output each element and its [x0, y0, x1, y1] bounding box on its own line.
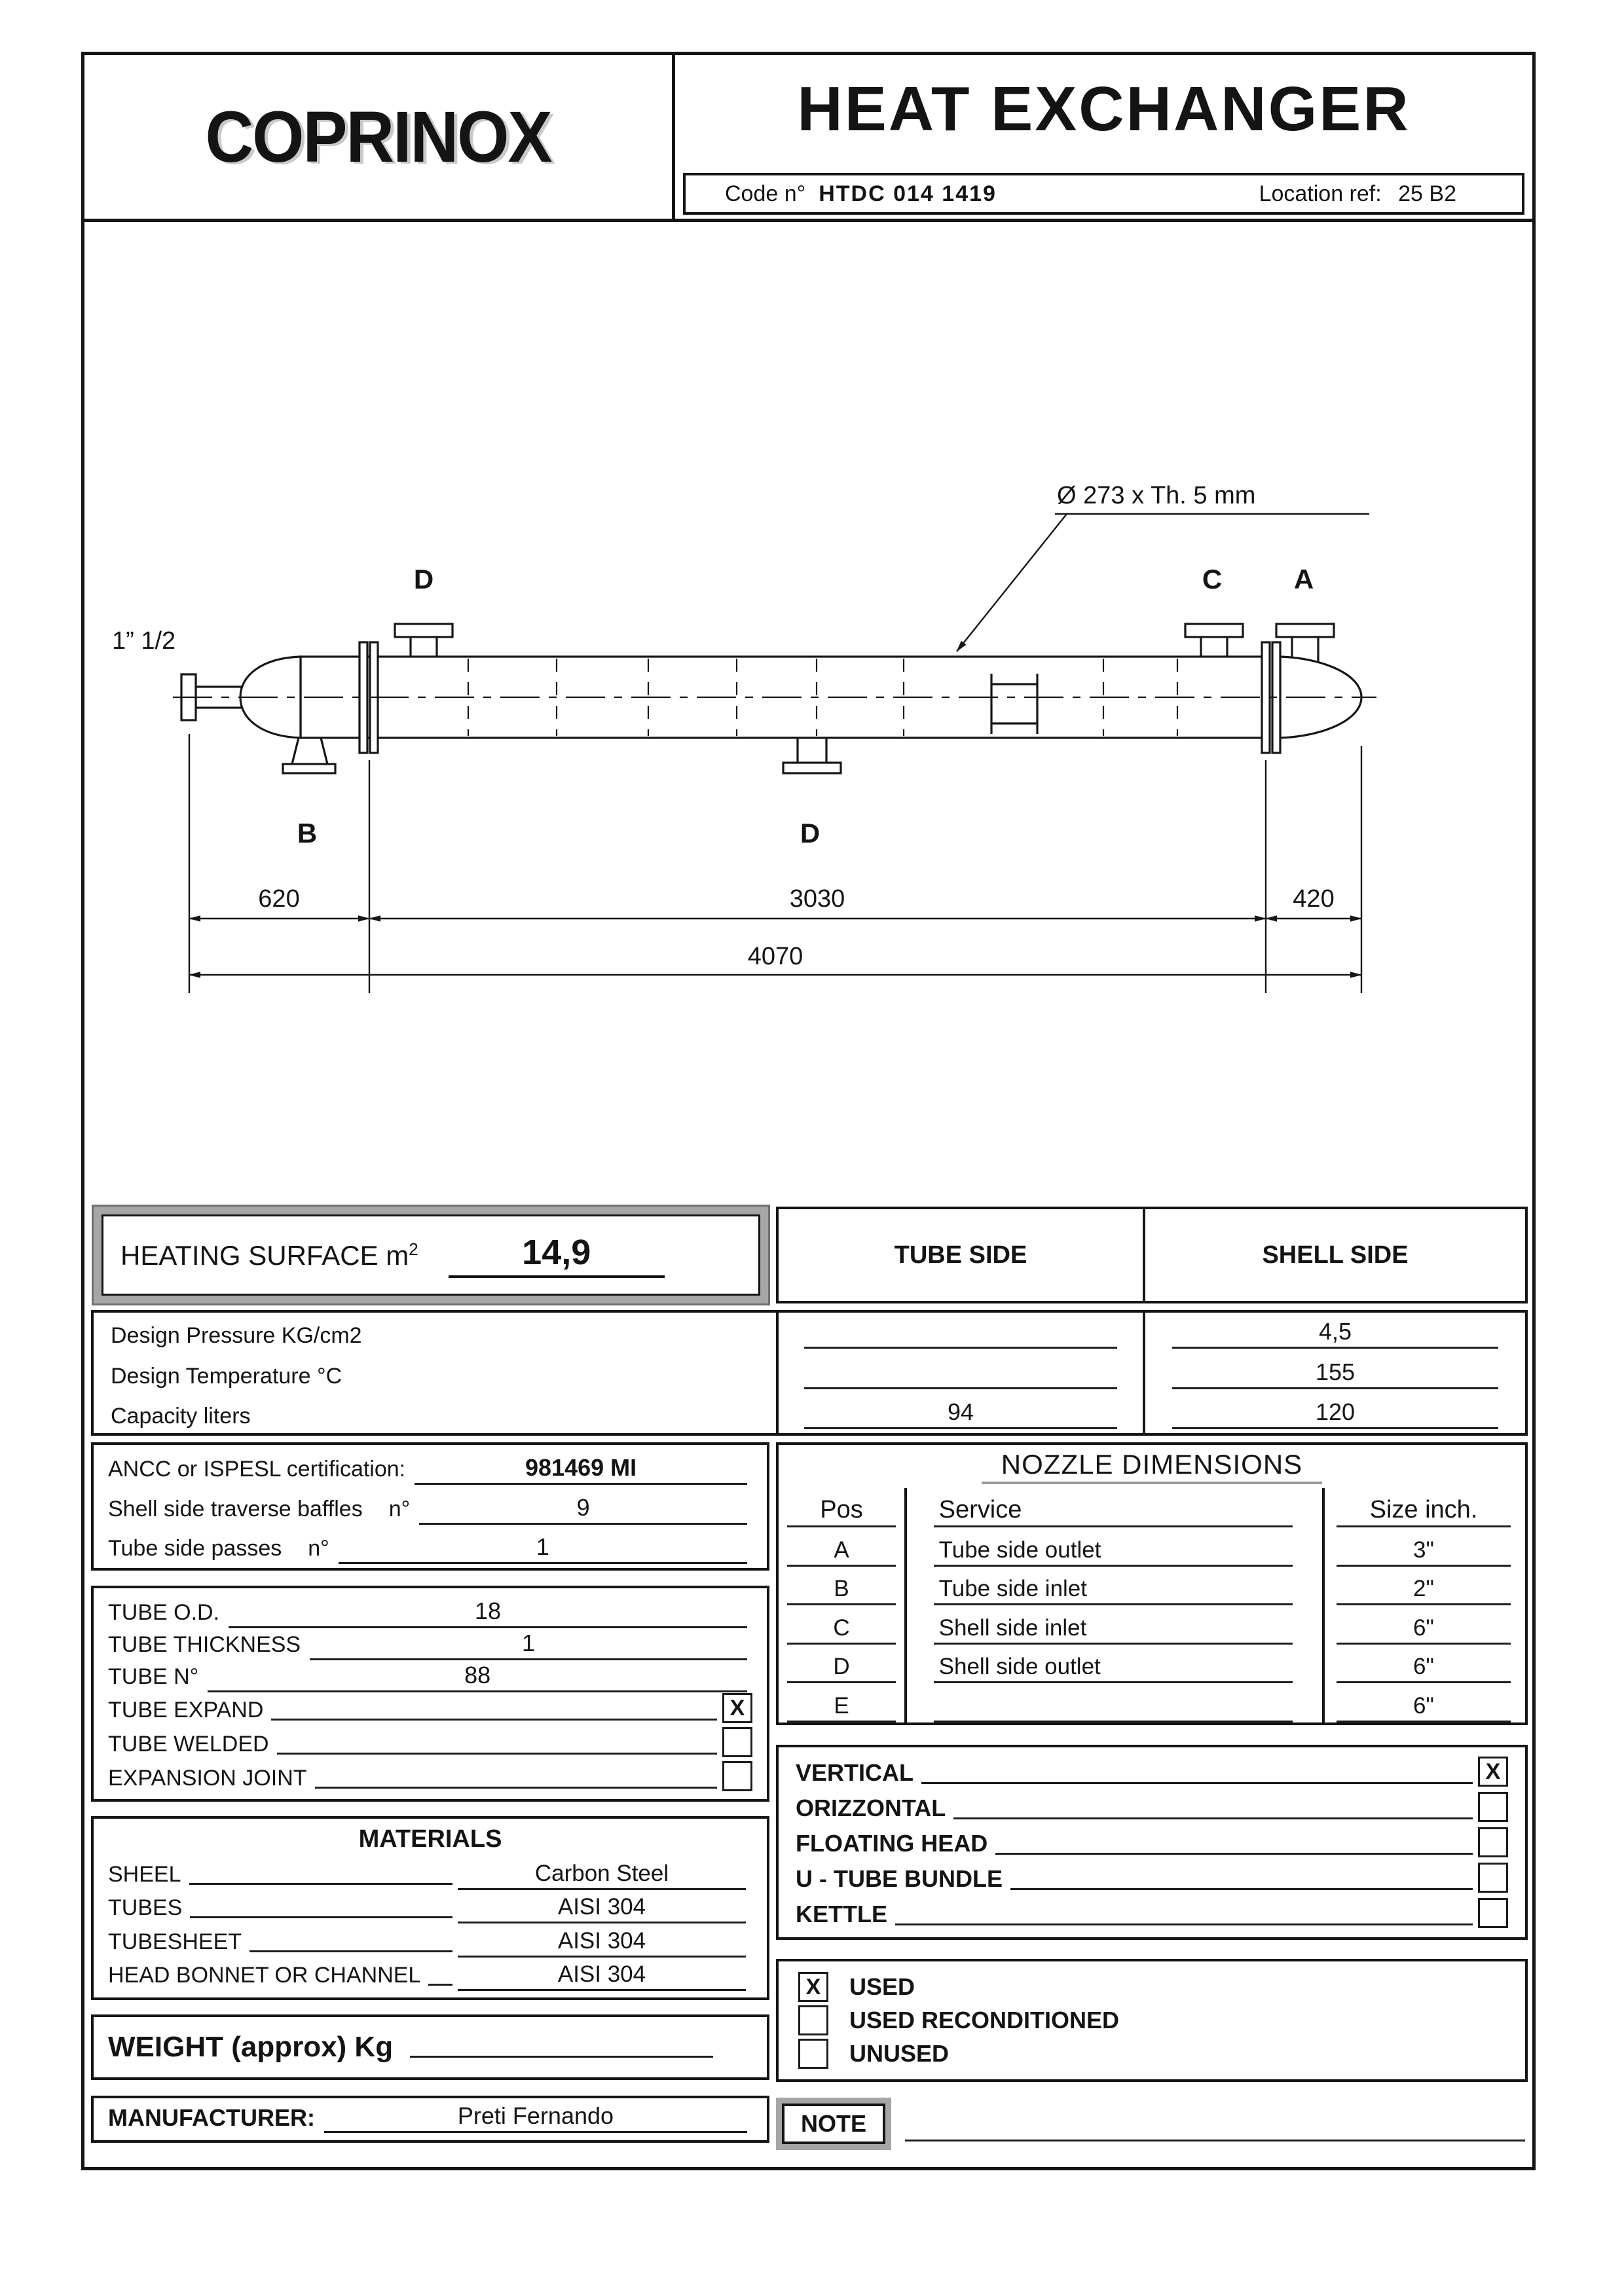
tube-od-row	[108, 1597, 752, 1628]
location-ref	[1259, 181, 1456, 207]
label-nozzle-c: C	[1202, 564, 1223, 594]
label-nozzle-d-bottom: D	[800, 818, 821, 848]
floating-head-label: FLOATING HEAD	[796, 1830, 988, 1857]
nozzle-row-service: Tube side outlet	[904, 1527, 1322, 1567]
tubesheet-material-row	[108, 1928, 752, 1958]
nozzle-top-d-flange	[395, 624, 452, 637]
passes-row	[108, 1533, 752, 1564]
nozzle-header-pos: Pos	[779, 1488, 904, 1527]
design-temperature-label: Design Temperature °C	[111, 1363, 342, 1389]
materials-box	[91, 1816, 769, 2000]
tube-thickness-value: 1	[310, 1630, 747, 1660]
tube-welded-row	[108, 1727, 752, 1760]
condition-box	[776, 1959, 1528, 2082]
tubesheet-material-label: TUBESHEET	[108, 1929, 242, 1954]
used-label: USED	[849, 1973, 915, 2000]
design-conditions	[91, 1310, 1528, 1436]
certification-value: 981469 MI	[415, 1454, 747, 1485]
nozzle-row-service: Shell side outlet	[904, 1645, 1322, 1684]
tubes-material-row	[108, 1894, 752, 1923]
nozzle-row-pos: C	[779, 1605, 904, 1645]
heating-surface-label: HEATING SURFACE $m^2$	[120, 1239, 418, 1271]
u-tube-bundle-label: U - TUBE BUNDLE	[796, 1865, 1003, 1892]
baffles-row	[108, 1494, 752, 1525]
tubes-material-value: AISI 304	[458, 1894, 746, 1923]
horizontal-checkbox	[1478, 1792, 1508, 1822]
tube-od-value: 18	[229, 1597, 747, 1628]
manufacturer-value: Preti Fernando	[324, 2102, 747, 2133]
note-row	[776, 2097, 1528, 2144]
heating-surface-value: 14,9	[449, 1232, 665, 1278]
nozzle-header-service: Service	[904, 1488, 1322, 1527]
note-line	[905, 2140, 1525, 2141]
dim-3030: 3030	[789, 885, 845, 913]
weight-value-line	[410, 2056, 713, 2058]
expansion-joint-checkbox	[722, 1761, 752, 1791]
baffles-n-label: n°	[388, 1496, 411, 1522]
column-divider	[904, 1488, 907, 1722]
nozzle-header-size: Size inch.	[1322, 1488, 1525, 1527]
tubesheet-material-value: AISI 304	[458, 1928, 746, 1958]
vertical-label: VERTICAL	[796, 1759, 913, 1786]
heat-exchanger-drawing	[84, 222, 1539, 1199]
passes-value: 1	[339, 1533, 747, 1564]
design-pressure-tube	[776, 1313, 1143, 1353]
unused-label: UNUSED	[849, 2040, 950, 2067]
design-pressure-shell: 4,5	[1143, 1313, 1525, 1353]
tube-side-header: TUBE SIDE	[894, 1241, 1027, 1269]
nozzle-b-flange	[283, 764, 335, 773]
location-label: Location ref:	[1259, 181, 1382, 206]
label-nozzle-a: A	[1293, 564, 1314, 594]
tube-thickness-label: TUBE THICKNESS	[108, 1631, 301, 1657]
baffles-value: 9	[419, 1494, 747, 1525]
tube-welded-checkbox	[722, 1727, 752, 1757]
tube-expand-label: TUBE EXPAND	[108, 1698, 264, 1723]
design-temperature-tube	[776, 1353, 1143, 1393]
title-cell	[675, 55, 1532, 219]
location-value: 25 B2	[1398, 181, 1456, 206]
nozzle-row-size: 6"	[1322, 1645, 1525, 1684]
nozzle-row-size: 3"	[1322, 1527, 1525, 1567]
used-row	[798, 1972, 1505, 2002]
baffles-label: Shell side traverse baffles	[108, 1496, 363, 1522]
certification-box	[91, 1442, 769, 1571]
nozzle-row-size: 6"	[1322, 1605, 1525, 1645]
nozzle-row-pos: A	[779, 1527, 904, 1567]
materials-title: MATERIALS	[358, 1825, 502, 1853]
nozzle-c-flange	[1185, 624, 1243, 637]
tube-expand-row	[108, 1693, 752, 1726]
nozzle-row-service: Shell side inlet	[904, 1605, 1322, 1645]
nozzle-row-pos: D	[779, 1645, 904, 1684]
shell-material-value: Carbon Steel	[458, 1861, 746, 1890]
orientation-box	[776, 1745, 1528, 1940]
kettle-row	[796, 1898, 1508, 1931]
right-tubesheet-flange	[1262, 642, 1270, 753]
vertical-row	[796, 1757, 1508, 1789]
diameter-note: Ø 273 x Th. 5 mm	[1057, 482, 1256, 509]
tube-count-label: TUBE N°	[108, 1664, 199, 1689]
nozzle-b-stub	[292, 738, 299, 764]
design-pressure-label: Design Pressure KG/cm2	[111, 1323, 362, 1349]
unused-row	[798, 2039, 1505, 2069]
capacity-shell: 120	[1143, 1393, 1525, 1433]
shell-side-header: SHELL SIDE	[1143, 1209, 1525, 1301]
side-headers	[776, 1207, 1528, 1303]
certification-label: ANCC or ISPESL certification:	[108, 1457, 406, 1482]
tube-count-row	[108, 1662, 752, 1692]
vertical-checkbox: X	[1478, 1757, 1508, 1787]
label-nozzle-d-top: D	[413, 564, 434, 594]
tube-thickness-row	[108, 1630, 752, 1660]
nozzle-row-pos: B	[779, 1567, 904, 1606]
nozzle-bottom-d-flange	[783, 763, 841, 773]
code-label: Code n°	[725, 181, 806, 206]
expansion-joint-label: EXPANSION JOINT	[108, 1765, 307, 1791]
u-tube-bundle-checkbox	[1478, 1863, 1508, 1893]
nozzle-dimensions-title: NOZZLE DIMENSIONS	[779, 1445, 1525, 1488]
coprinox-logo: COPRINOX	[205, 96, 551, 177]
used-reconditioned-label: USED RECONDITIONED	[849, 2007, 1120, 2033]
kettle-checkbox	[1478, 1898, 1508, 1928]
capacity-tube: 94	[776, 1393, 1143, 1433]
note-label: NOTE	[782, 2104, 885, 2144]
floating-head-checkbox	[1478, 1827, 1508, 1857]
code-value: HTDC 014 1419	[819, 181, 997, 206]
expansion-joint-row	[108, 1761, 752, 1794]
manufacturer-label: MANUFACTURER:	[108, 2104, 315, 2131]
head-bonnet-material-label: HEAD BONNET OR CHANNEL	[108, 1963, 421, 1988]
tube-specs-box	[91, 1586, 769, 1802]
tube-welded-label: TUBE WELDED	[108, 1732, 269, 1757]
passes-label: Tube side passes	[108, 1536, 282, 1561]
tube-expand-checkbox: X	[722, 1693, 752, 1723]
unused-checkbox	[798, 2039, 828, 2069]
nozzle-row-size: 6"	[1322, 1683, 1525, 1722]
nozzle-row-service	[904, 1683, 1322, 1722]
nozzle-a-flange	[1276, 624, 1334, 637]
weight-label: WEIGHT (approx) Kg	[108, 2031, 394, 2063]
kettle-label: KETTLE	[796, 1901, 887, 1927]
tube-od-label: TUBE O.D.	[108, 1600, 220, 1625]
heating-surface-box	[94, 1207, 768, 1303]
head-bonnet-material-row	[108, 1961, 752, 1991]
dim-4070: 4070	[747, 943, 803, 970]
left-nozzle-size-label: 1” 1/2	[112, 627, 176, 655]
left-tubesheet-flange	[360, 642, 367, 753]
tubes-material-label: TUBES	[108, 1895, 183, 1920]
floating-head-row	[796, 1827, 1508, 1860]
nozzle-row-size: 2"	[1322, 1567, 1525, 1606]
u-tube-bundle-row	[796, 1863, 1508, 1895]
used-reconditioned-checkbox	[798, 2005, 828, 2035]
head-bonnet-material-value: AISI 304	[458, 1961, 746, 1991]
form-section	[84, 1199, 1539, 2174]
weight-box	[91, 2014, 769, 2080]
design-temperature-shell: 155	[1143, 1353, 1525, 1393]
header	[84, 55, 1532, 222]
used-reconditioned-row	[798, 2005, 1505, 2035]
nozzle-row-service: Tube side inlet	[904, 1567, 1322, 1606]
logo-cell	[84, 55, 675, 219]
certification-row	[108, 1454, 752, 1485]
column-divider	[1322, 1488, 1325, 1722]
diameter-leader	[957, 514, 1067, 651]
passes-n-label: n°	[308, 1536, 329, 1561]
shell-material-label: SHEEL	[108, 1861, 181, 1887]
nozzle-dimensions-box	[776, 1442, 1528, 1725]
dim-420: 420	[1293, 885, 1335, 913]
page-title: HEAT EXCHANGER	[797, 74, 1411, 144]
shell-material-row	[108, 1861, 752, 1890]
horizontal-row	[796, 1792, 1508, 1825]
capacity-label: Capacity liters	[111, 1403, 251, 1429]
dim-620: 620	[258, 885, 300, 913]
manufacturer-box	[91, 2096, 769, 2143]
code-box	[683, 173, 1524, 215]
used-checkbox: X	[798, 1972, 828, 2002]
horizontal-label: ORIZZONTAL	[796, 1795, 946, 1821]
tube-count-value: 88	[208, 1662, 747, 1692]
nozzle-row-pos: E	[779, 1683, 904, 1722]
datasheet	[81, 52, 1536, 2170]
label-nozzle-b: B	[297, 818, 318, 848]
